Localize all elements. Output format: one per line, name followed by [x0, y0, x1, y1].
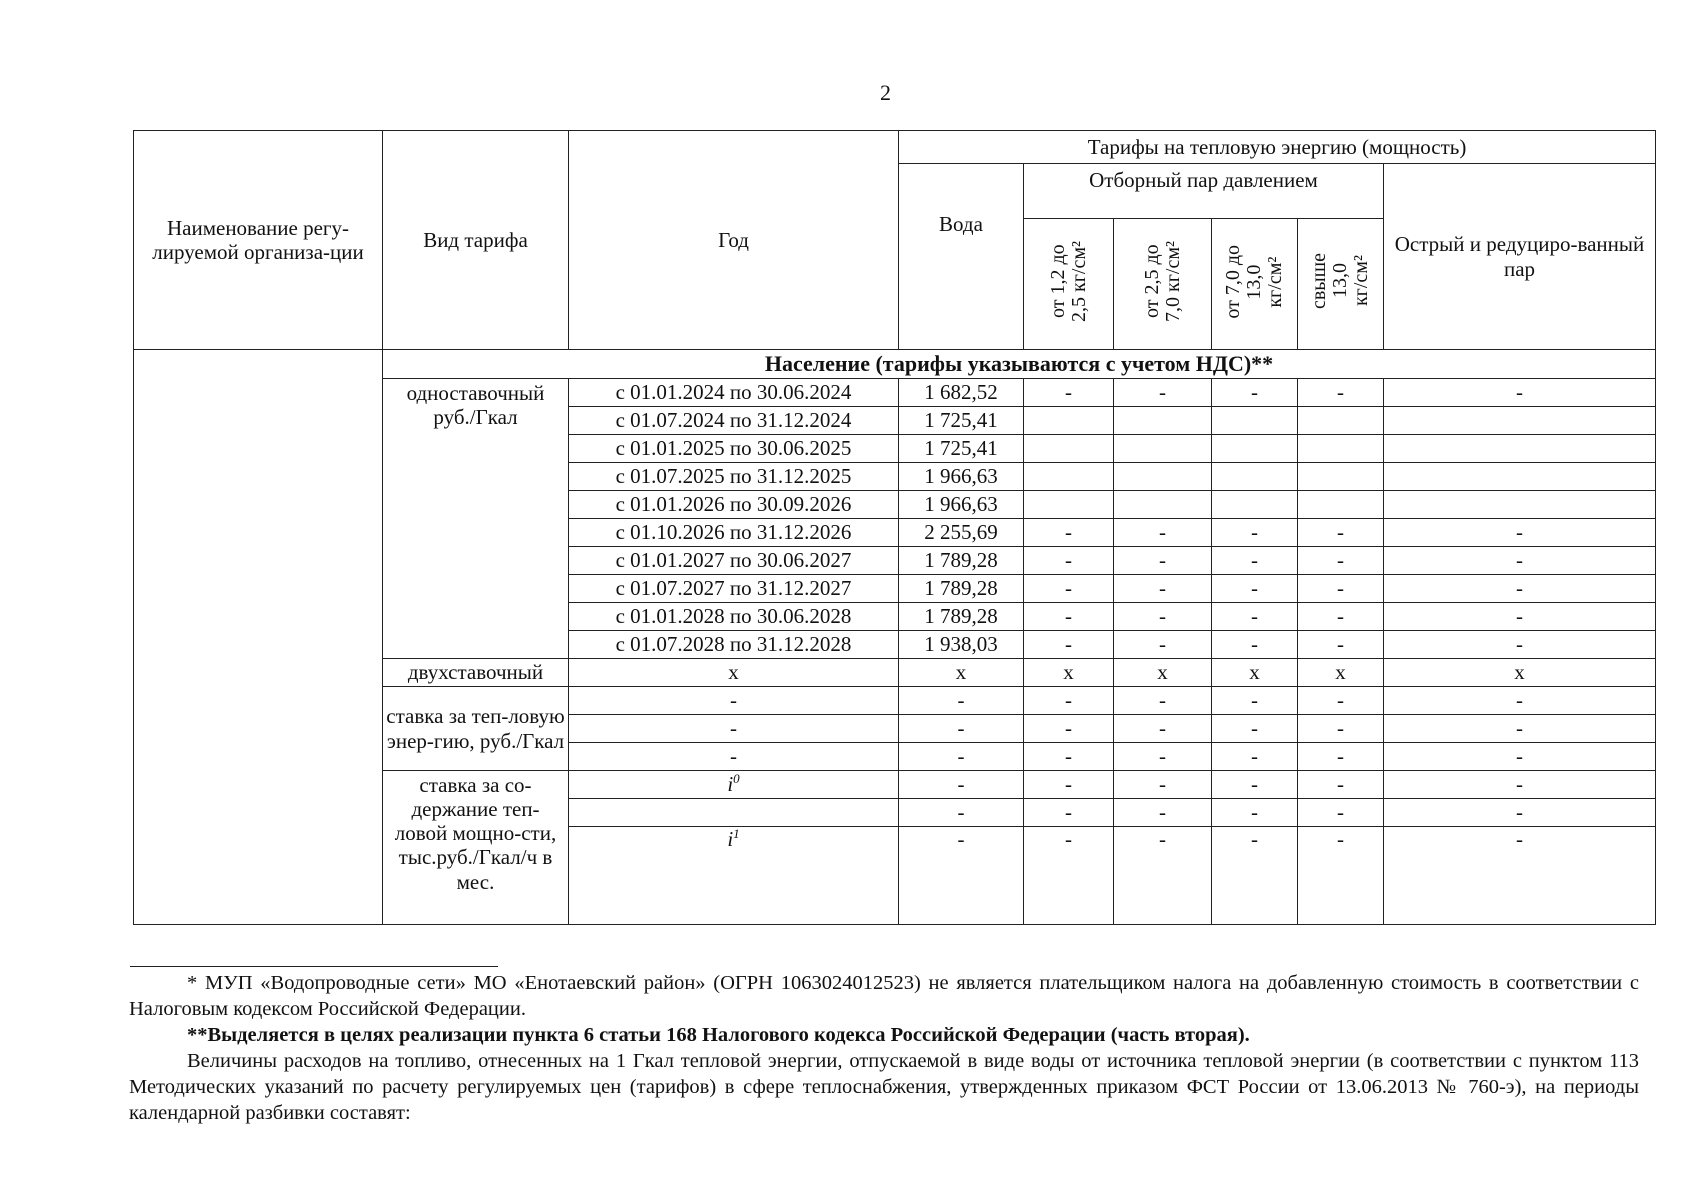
p1-cell: -: [1024, 687, 1114, 715]
p4-cell: [1298, 463, 1384, 491]
year-index: i: [727, 772, 734, 797]
p1-cell: -: [1024, 379, 1114, 407]
water-cell: 1 725,41: [899, 407, 1024, 435]
sharp-cell: -: [1384, 687, 1656, 715]
p4-cell: -: [1298, 743, 1384, 771]
p3-cell: -: [1212, 547, 1298, 575]
water-cell: 1 966,63: [899, 463, 1024, 491]
p1-cell: -: [1024, 799, 1114, 827]
sharp-cell: -: [1384, 603, 1656, 631]
p3-cell: [1212, 463, 1298, 491]
p3-cell: -: [1212, 603, 1298, 631]
water-cell: 1 725,41: [899, 435, 1024, 463]
tariff-table: [133, 130, 1656, 925]
p2-cell: -: [1114, 631, 1212, 659]
p3-cell: [1212, 491, 1298, 519]
p3-cell: -: [1212, 519, 1298, 547]
p1-cell: -: [1024, 575, 1114, 603]
p3-cell: -: [1212, 687, 1298, 715]
water-cell: -: [899, 715, 1024, 743]
p3-cell: -: [1212, 743, 1298, 771]
p1-cell: -: [1024, 827, 1114, 925]
sharp-cell: -: [1384, 631, 1656, 659]
header-water: Вода: [899, 164, 1024, 350]
p3-cell: -: [1212, 575, 1298, 603]
sharp-cell: -: [1384, 575, 1656, 603]
water-cell: -: [899, 827, 1024, 925]
year-cell: [569, 827, 899, 925]
p3-cell: [1212, 435, 1298, 463]
p2-cell: -: [1114, 743, 1212, 771]
p1-cell: -: [1024, 631, 1114, 659]
p2-cell: -: [1114, 575, 1212, 603]
water-cell: x: [899, 659, 1024, 687]
single-rate-label: одноставочный руб./Гкал: [383, 379, 569, 659]
p2-cell: x: [1114, 659, 1212, 687]
footnote-fuel-costs: Величины расходов на топливо, отнесенных на 1 Гкал тепловой энергии, отпускаемой в виде воды от источника тепловой энергии (в соответствии с пунктом 113 Методических указаний по расчету регулируемых цен (тарифов) в сфере теплоснабжения, утвержденных приказом ФСТ России от 13.06.2013 № 760-э), на периоды календарной разбивки составят:: [129, 1050, 1639, 1124]
p1-cell: [1024, 407, 1114, 435]
p4-cell: -: [1298, 715, 1384, 743]
water-cell: 1 789,28: [899, 603, 1024, 631]
period-cell: с 01.07.2027 по 31.12.2027: [569, 575, 899, 603]
header-tariffs-group: Тарифы на тепловую энергию (мощность): [899, 131, 1656, 164]
p3-cell: -: [1212, 631, 1298, 659]
water-cell: 1 682,52: [899, 379, 1024, 407]
p4-cell: -: [1298, 575, 1384, 603]
energy-rate-label: ставка за теп-ловую энер-гию, руб./Гкал: [383, 687, 569, 771]
p2-cell: -: [1114, 603, 1212, 631]
p2-cell: -: [1114, 827, 1212, 925]
p2-cell: [1114, 463, 1212, 491]
p4-cell: -: [1298, 771, 1384, 799]
p2-cell: -: [1114, 547, 1212, 575]
p4-cell: -: [1298, 799, 1384, 827]
header-pressure-1: [1024, 219, 1114, 350]
p2-cell: -: [1114, 379, 1212, 407]
p1-cell: [1024, 435, 1114, 463]
period-cell: с 01.01.2026 по 30.09.2026: [569, 491, 899, 519]
sharp-cell: -: [1384, 547, 1656, 575]
org-name-cell: [134, 350, 383, 925]
sharp-cell: -: [1384, 379, 1656, 407]
footnote-vat-status: * МУП «Водопроводные сети» МО «Енотаевский район» (ОГРН 1063024012523) не является плательщиком налога на добавленную стоимость в соответствии с Налоговым кодексом Российской Федерации.: [129, 972, 1639, 1020]
p1-cell: -: [1024, 519, 1114, 547]
sharp-cell: [1384, 407, 1656, 435]
p4-cell: -: [1298, 687, 1384, 715]
two-rate-label: двухставочный: [383, 659, 569, 687]
p2-cell: [1114, 435, 1212, 463]
header-sharp-steam: Острый и редуциро-ванный пар: [1384, 164, 1656, 350]
year-cell: -: [569, 687, 899, 715]
header-pressure-3-text: от 7,0 до 13,0 кг/см²: [1222, 244, 1286, 319]
footnote-divider: [130, 966, 498, 967]
p4-cell: [1298, 407, 1384, 435]
p1-cell: [1024, 463, 1114, 491]
p2-cell: [1114, 491, 1212, 519]
water-cell: -: [899, 799, 1024, 827]
header-pressure-2: [1114, 219, 1212, 350]
p3-cell: -: [1212, 715, 1298, 743]
p2-cell: [1114, 407, 1212, 435]
p1-cell: -: [1024, 743, 1114, 771]
period-cell: с 01.01.2028 по 30.06.2028: [569, 603, 899, 631]
capacity-rate-label: ставка за со-держание теп-ловой мощно-сти, тыс.руб./Гкал/ч в мес.: [383, 771, 569, 925]
p4-cell: [1298, 435, 1384, 463]
year-cell: [569, 799, 899, 827]
header-pressure-1-text: от 1,2 до 2,5 кг/см²: [1046, 240, 1090, 322]
water-cell: 2 255,69: [899, 519, 1024, 547]
period-cell: с 01.07.2025 по 31.12.2025: [569, 463, 899, 491]
year-cell: -: [569, 743, 899, 771]
year-index-sup: 1: [733, 826, 740, 841]
water-cell: -: [899, 771, 1024, 799]
p4-cell: -: [1298, 547, 1384, 575]
year-cell: -: [569, 715, 899, 743]
year-cell: x: [569, 659, 899, 687]
sharp-cell: -: [1384, 827, 1656, 925]
header-pressure-4-text: свыше 13,0 кг/см²: [1308, 253, 1372, 310]
p1-cell: -: [1024, 603, 1114, 631]
p1-cell: -: [1024, 547, 1114, 575]
period-cell: с 01.01.2025 по 30.06.2025: [569, 435, 899, 463]
header-pressure-4: [1298, 219, 1384, 350]
year-cell: [569, 771, 899, 799]
sharp-cell: [1384, 491, 1656, 519]
p4-cell: -: [1298, 631, 1384, 659]
sharp-cell: x: [1384, 659, 1656, 687]
header-org-name: Наименование регу-лируемой организа-ции: [134, 131, 383, 350]
p3-cell: -: [1212, 827, 1298, 925]
water-cell: -: [899, 743, 1024, 771]
sharp-cell: [1384, 435, 1656, 463]
p3-cell: -: [1212, 379, 1298, 407]
year-index-sup: 0: [733, 771, 740, 787]
p4-cell: -: [1298, 603, 1384, 631]
period-cell: с 01.07.2024 по 31.12.2024: [569, 407, 899, 435]
sharp-cell: [1384, 463, 1656, 491]
p2-cell: -: [1114, 771, 1212, 799]
period-cell: с 01.10.2026 по 31.12.2026: [569, 519, 899, 547]
p1-cell: x: [1024, 659, 1114, 687]
p4-cell: [1298, 491, 1384, 519]
p4-cell: -: [1298, 827, 1384, 925]
water-cell: 1 966,63: [899, 491, 1024, 519]
p3-cell: -: [1212, 771, 1298, 799]
period-cell: с 01.01.2027 по 30.06.2027: [569, 547, 899, 575]
header-steam-group: Отборный пар давлением: [1024, 164, 1384, 219]
p3-cell: -: [1212, 799, 1298, 827]
p4-cell: x: [1298, 659, 1384, 687]
p2-cell: -: [1114, 687, 1212, 715]
page-number: 2: [880, 80, 891, 105]
p4-cell: -: [1298, 379, 1384, 407]
sharp-cell: -: [1384, 799, 1656, 827]
p1-cell: [1024, 491, 1114, 519]
period-cell: с 01.07.2028 по 31.12.2028: [569, 631, 899, 659]
year-index: i: [727, 827, 734, 851]
header-pressure-3: [1212, 219, 1298, 350]
footnotes: [129, 970, 1639, 1126]
sharp-cell: -: [1384, 771, 1656, 799]
p2-cell: -: [1114, 519, 1212, 547]
water-cell: -: [899, 687, 1024, 715]
header-pressure-2-text: от 2,5 до 7,0 кг/см²: [1140, 240, 1184, 322]
p1-cell: -: [1024, 771, 1114, 799]
water-cell: 1 789,28: [899, 575, 1024, 603]
section-title: Население (тарифы указываются с учетом НДС)**: [383, 350, 1656, 379]
water-cell: 1 938,03: [899, 631, 1024, 659]
period-cell: с 01.01.2024 по 30.06.2024: [569, 379, 899, 407]
p3-cell: x: [1212, 659, 1298, 687]
p2-cell: -: [1114, 799, 1212, 827]
p2-cell: -: [1114, 715, 1212, 743]
footnote-vat-reference: **Выделяется в целях реализации пункта 6 статьи 168 Налогового кодекса Российской Федерации (часть вторая).: [187, 1024, 1250, 1046]
header-tariff-type: Вид тарифа: [383, 131, 569, 350]
sharp-cell: -: [1384, 743, 1656, 771]
sharp-cell: -: [1384, 519, 1656, 547]
sharp-cell: -: [1384, 715, 1656, 743]
water-cell: 1 789,28: [899, 547, 1024, 575]
header-year: Год: [569, 131, 899, 350]
p3-cell: [1212, 407, 1298, 435]
p4-cell: -: [1298, 519, 1384, 547]
p1-cell: -: [1024, 715, 1114, 743]
